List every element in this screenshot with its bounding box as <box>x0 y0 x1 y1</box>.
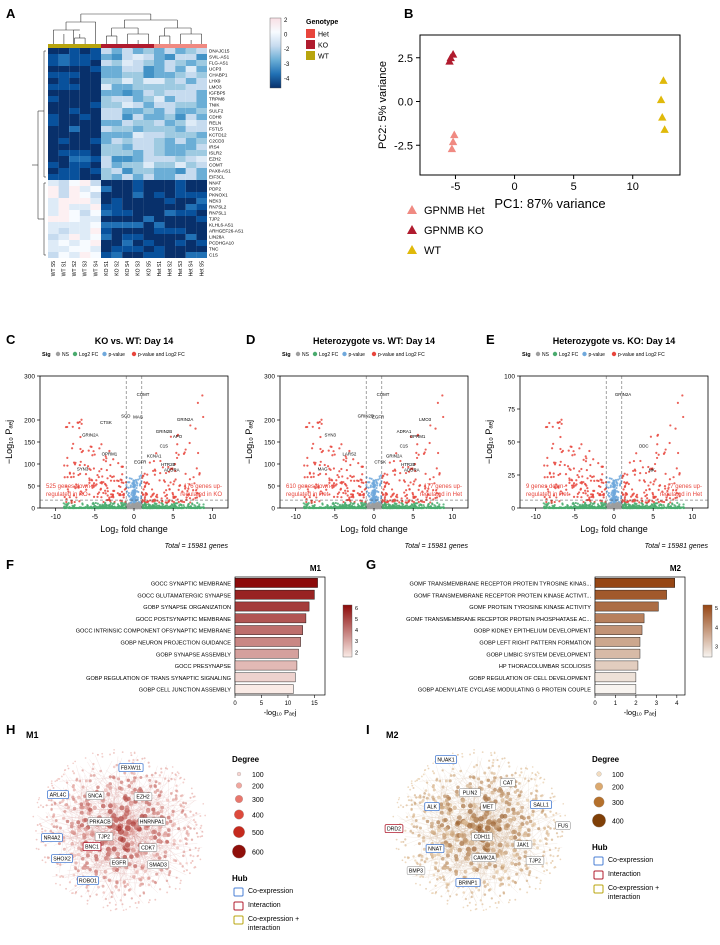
panel-i-label: I <box>366 722 370 737</box>
svg-text:KO S2: KO S2 <box>114 261 121 276</box>
svg-text:-10: -10 <box>50 514 61 521</box>
svg-text:-5: -5 <box>331 514 338 521</box>
svg-text:C2CD3: C2CD3 <box>209 138 225 144</box>
svg-text:100: 100 <box>264 461 275 469</box>
svg-text:DNAJC15: DNAJC15 <box>209 48 230 54</box>
svg-text:300: 300 <box>24 373 35 381</box>
network-h-svg <box>0 720 360 945</box>
svg-text:-2.5: -2.5 <box>394 140 413 153</box>
svg-text:5: 5 <box>411 514 416 521</box>
svg-text:Sig: Sig <box>42 352 51 358</box>
panel-c-label: C <box>6 332 16 347</box>
svg-text:regulated in KO: regulated in KO <box>46 492 88 498</box>
svg-text:0: 0 <box>31 505 35 513</box>
pca-svg <box>350 0 720 330</box>
svg-text:Het S1: Het S1 <box>156 261 163 277</box>
svg-text:GPNMB KO: GPNMB KO <box>424 225 484 237</box>
svg-text:-5: -5 <box>450 181 461 193</box>
svg-text:-5: -5 <box>91 514 98 521</box>
svg-text:PC2: 5% variance: PC2: 5% variance <box>377 60 389 150</box>
svg-text:RELN: RELN <box>209 120 222 126</box>
svg-text:CTSK: CTSK <box>100 420 112 426</box>
svg-text:KCNA1: KCNA1 <box>146 453 162 459</box>
svg-text:5: 5 <box>570 181 577 193</box>
svg-text:KO S1: KO S1 <box>103 261 110 276</box>
panel-d-label: D <box>246 332 256 347</box>
panel-g-enrichment <box>360 555 720 720</box>
svg-text:ADORA: ADORA <box>403 467 420 473</box>
svg-text:IRS4: IRS4 <box>209 144 220 150</box>
svg-text:SYN3: SYN3 <box>76 466 89 472</box>
svg-text:p-value and Log2 FC: p-value and Log2 FC <box>618 352 665 358</box>
svg-text:Het: Het <box>318 31 329 39</box>
panel-e-label: E <box>486 332 495 347</box>
svg-text:Log2 FC: Log2 FC <box>79 352 99 358</box>
svg-text:EIF3CL: EIF3CL <box>209 174 225 180</box>
svg-text:150: 150 <box>24 439 35 447</box>
svg-text:−Log₁₀ Pₐₑj: −Log₁₀ Pₐₑj <box>4 419 14 465</box>
svg-text:100: 100 <box>24 461 35 469</box>
svg-text:COMT: COMT <box>376 392 390 397</box>
svg-text:0: 0 <box>132 514 136 521</box>
panel-d-volcano <box>240 330 480 555</box>
svg-text:LIN28A: LIN28A <box>209 234 225 240</box>
svg-text:ISLR2: ISLR2 <box>209 150 222 156</box>
svg-text:PKNOX1: PKNOX1 <box>209 192 228 198</box>
svg-text:WT S5: WT S5 <box>50 261 57 277</box>
svg-text:2: 2 <box>284 18 288 24</box>
svg-text:SYN3: SYN3 <box>324 432 337 438</box>
svg-text:CTSK: CTSK <box>374 459 387 465</box>
svg-text:0.0: 0.0 <box>397 96 413 109</box>
svg-text:regulated in Het: regulated in Het <box>286 492 329 498</box>
svg-text:0: 0 <box>284 32 288 39</box>
network-i-svg <box>360 720 720 945</box>
svg-text:Log2 FC: Log2 FC <box>319 352 339 358</box>
svg-text:Log₂ fold change: Log₂ fold change <box>100 524 168 534</box>
svg-text:p-value: p-value <box>348 352 365 358</box>
svg-text:610 genes down-: 610 genes down- <box>286 484 333 490</box>
svg-text:Het S5: Het S5 <box>199 261 206 277</box>
svg-text:Genotype: Genotype <box>306 19 339 26</box>
panel-g-label: G <box>366 557 377 572</box>
svg-text:WT S2: WT S2 <box>72 261 79 277</box>
svg-text:C1S: C1S <box>209 252 218 258</box>
svg-text:-2: -2 <box>284 47 290 54</box>
svg-text:200: 200 <box>24 417 35 425</box>
svg-text:NNAT: NNAT <box>209 180 222 186</box>
svg-text:WT: WT <box>318 53 329 61</box>
svg-text:WT S3: WT S3 <box>82 261 89 277</box>
svg-text:Het S2: Het S2 <box>167 261 174 277</box>
svg-text:0: 0 <box>372 514 376 521</box>
panel-b-label: B <box>404 6 414 21</box>
svg-text:C1S: C1S <box>159 443 169 449</box>
svg-text:0: 0 <box>511 181 518 193</box>
svg-text:SCD: SCD <box>121 413 131 419</box>
svg-text:SVIL-AS1: SVIL-AS1 <box>209 54 230 60</box>
svg-text:WT: WT <box>424 245 442 257</box>
svg-text:PDP2: PDP2 <box>209 186 222 192</box>
svg-text:WT S4: WT S4 <box>93 261 100 277</box>
svg-text:GRIN2A: GRIN2A <box>385 453 403 459</box>
svg-text:Het S4: Het S4 <box>188 261 195 277</box>
svg-text:Heterozygote vs. KO: Day 14: Heterozygote vs. KO: Day 14 <box>552 336 676 346</box>
svg-text:p-value and Log2 FC: p-value and Log2 FC <box>138 352 185 358</box>
svg-text:APO: APO <box>172 433 183 439</box>
svg-text:LMO3: LMO3 <box>209 84 222 90</box>
svg-text:CHABP1: CHABP1 <box>209 72 228 78</box>
svg-text:LARS2: LARS2 <box>342 451 357 457</box>
svg-text:NS: NS <box>62 352 69 358</box>
svg-text:50: 50 <box>27 483 35 491</box>
svg-text:0: 0 <box>271 505 275 513</box>
enrichment-g-svg <box>360 555 720 720</box>
svg-text:TNC: TNC <box>209 246 219 252</box>
svg-text:FSTL5: FSTL5 <box>209 126 223 132</box>
enrichment-f-svg <box>0 555 360 720</box>
svg-text:GRIN2A: GRIN2A <box>176 417 194 423</box>
svg-text:EGFR: EGFR <box>134 459 147 465</box>
volcano-c-svg <box>0 330 240 555</box>
panel-h-network <box>0 720 360 945</box>
svg-text:p-value and Log2 FC: p-value and Log2 FC <box>378 352 425 358</box>
svg-text:HTR2B: HTR2B <box>161 461 176 467</box>
svg-text:WT S1: WT S1 <box>61 261 68 277</box>
svg-text:177 genes up-: 177 genes up- <box>423 484 462 490</box>
svg-text:150: 150 <box>264 439 275 447</box>
svg-text:-10: -10 <box>290 514 301 521</box>
svg-text:200: 200 <box>264 417 275 425</box>
svg-text:GRIN2B: GRIN2B <box>155 428 173 434</box>
svg-text:HTR2B: HTR2B <box>401 461 416 467</box>
svg-text:CDH8: CDH8 <box>209 114 222 120</box>
svg-text:Log₂ fold change: Log₂ fold change <box>340 524 408 534</box>
svg-text:EGFR: EGFR <box>371 414 385 420</box>
svg-text:FLG-AS1: FLG-AS1 <box>209 60 229 66</box>
svg-text:NS: NS <box>542 352 549 358</box>
svg-text:300: 300 <box>264 373 275 381</box>
svg-text:EZH2: EZH2 <box>209 156 221 162</box>
svg-text:MAG: MAG <box>133 414 144 420</box>
panel-a-label: A <box>6 6 16 21</box>
svg-text:KLHL6-AS1: KLHL6-AS1 <box>209 222 234 228</box>
svg-text:RN7SL2: RN7SL2 <box>209 204 227 210</box>
svg-text:−Log₁₀ Pₐₑj: −Log₁₀ Pₐₑj <box>244 419 254 465</box>
svg-text:ADRA1: ADRA1 <box>396 428 412 434</box>
svg-text:MAG: MAG <box>317 466 328 472</box>
svg-text:Total = 15981 genes: Total = 15981 genes <box>164 543 228 550</box>
svg-text:p-value: p-value <box>108 352 125 358</box>
svg-text:PC1: 87% variance: PC1: 87% variance <box>494 196 606 211</box>
svg-text:KO S4: KO S4 <box>125 261 132 276</box>
svg-text:NS: NS <box>302 352 309 358</box>
svg-text:ARHGEF26-AS1: ARHGEF26-AS1 <box>209 228 244 234</box>
svg-text:UCP3: UCP3 <box>209 66 222 72</box>
svg-text:OPRM1: OPRM1 <box>101 451 118 457</box>
svg-text:LHX9: LHX9 <box>209 78 221 84</box>
svg-text:KO S5: KO S5 <box>146 261 153 276</box>
svg-text:COMT: COMT <box>136 392 150 397</box>
svg-text:COMT: COMT <box>209 162 223 168</box>
svg-text:Log2 FC: Log2 FC <box>559 352 579 358</box>
svg-text:TNIK: TNIK <box>209 102 220 108</box>
panel-f-enrichment <box>0 555 360 720</box>
svg-text:50: 50 <box>267 483 275 491</box>
svg-text:OPRM1: OPRM1 <box>409 433 426 439</box>
svg-text:TJP2: TJP2 <box>209 216 220 222</box>
svg-text:PAX8-AS1: PAX8-AS1 <box>209 168 231 174</box>
svg-text:Sig: Sig <box>282 352 291 358</box>
svg-text:10: 10 <box>448 514 457 521</box>
svg-text:10: 10 <box>208 514 217 521</box>
panel-f-label: F <box>6 557 14 572</box>
svg-text:regulated in Het: regulated in Het <box>419 492 462 498</box>
svg-text:KO: KO <box>318 42 329 50</box>
panel-c-volcano <box>0 330 240 555</box>
heatmap-svg <box>0 0 350 330</box>
svg-text:Het S3: Het S3 <box>178 261 185 277</box>
svg-text:IGFBP5: IGFBP5 <box>209 90 226 96</box>
panel-a-heatmap <box>0 0 350 330</box>
svg-text:RN7SL1: RN7SL1 <box>209 210 227 216</box>
svg-text:ADORA: ADORA <box>163 467 180 473</box>
panel-b-pca <box>350 0 720 330</box>
svg-text:SULF2: SULF2 <box>209 108 224 114</box>
volcano-e-svg <box>480 330 720 555</box>
svg-text:PCDHGA10: PCDHGA10 <box>209 240 234 246</box>
svg-text:2.5: 2.5 <box>397 52 413 65</box>
svg-text:KO vs. WT: Day 14: KO vs. WT: Day 14 <box>94 336 174 346</box>
svg-text:C1S: C1S <box>399 443 409 449</box>
svg-text:-4: -4 <box>284 76 290 83</box>
svg-text:GPNMB Het: GPNMB Het <box>424 205 485 217</box>
svg-text:Total = 15981 genes: Total = 15981 genes <box>404 543 468 550</box>
svg-text:GRIN2A: GRIN2A <box>82 432 99 438</box>
svg-text:TRPM8: TRPM8 <box>209 96 225 102</box>
svg-text:Heterozygote vs. WT: Day 14: Heterozygote vs. WT: Day 14 <box>312 336 436 346</box>
svg-text:GRIN2B: GRIN2B <box>357 413 374 419</box>
volcano-d-svg <box>240 330 480 555</box>
svg-text:10: 10 <box>626 181 639 193</box>
svg-text:5: 5 <box>171 514 176 521</box>
svg-text:LMO3: LMO3 <box>419 417 432 423</box>
svg-text:KO S3: KO S3 <box>135 261 142 276</box>
svg-text:525 genes down-: 525 genes down- <box>46 484 93 490</box>
svg-text:-3: -3 <box>284 61 290 68</box>
panel-e-volcano <box>480 330 720 555</box>
svg-text:KCTD12: KCTD12 <box>209 132 227 138</box>
panel-h-label: H <box>6 722 16 737</box>
svg-text:176 genes up-: 176 genes up- <box>183 484 222 490</box>
svg-text:p-value: p-value <box>588 352 605 358</box>
svg-text:Sig: Sig <box>522 352 531 358</box>
panel-i-network <box>360 720 720 945</box>
svg-text:NEK3: NEK3 <box>209 198 222 204</box>
svg-text:regulated in KO: regulated in KO <box>180 492 222 498</box>
